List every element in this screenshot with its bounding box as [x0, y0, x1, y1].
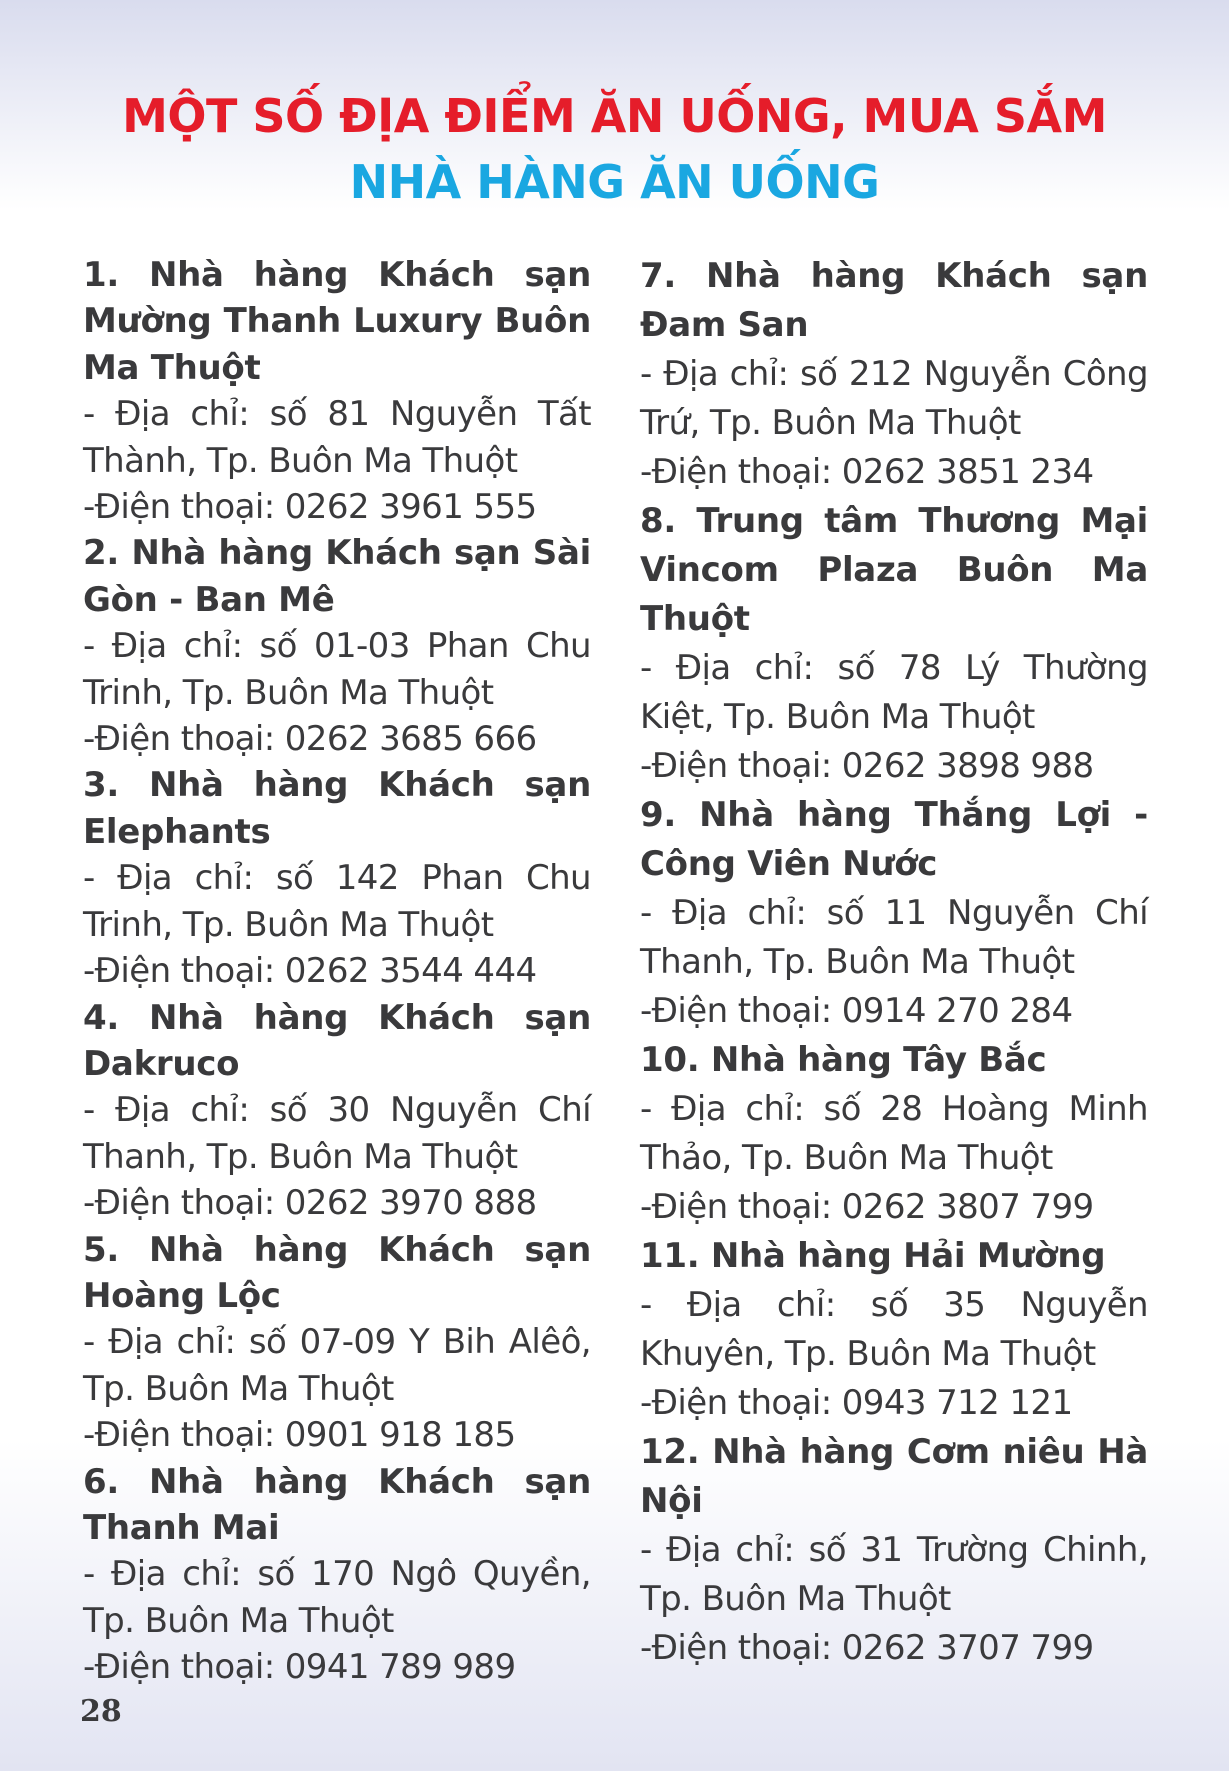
- entry-address: - Địa chỉ: số 170 Ngô Quyền, Tp. Buôn Ma Thuột: [83, 1554, 591, 1641]
- entry-name: 8. Trung tâm Thương Mại Vincom Plaza Buôn Ma Thuột: [640, 501, 1148, 639]
- entry-phone: -Điện thoại: 0262 3544 444: [83, 951, 537, 992]
- page-subtitle: NHÀ HÀNG ĂN UỐNG: [349, 155, 880, 209]
- entry-address: - Địa chỉ: số 35 Nguyễn Khuyên, Tp. Buôn Ma Thuột: [640, 1285, 1148, 1374]
- entry-name: 12. Nhà hàng Cơm niêu Hà Nội: [640, 1432, 1148, 1521]
- list-item: [83, 252, 591, 530]
- entry-phone: -Điện thoại: 0901 918 185: [83, 1415, 516, 1456]
- entry-name: 10. Nhà hàng Tây Bắc: [640, 1040, 1047, 1080]
- list-item: [640, 252, 1148, 497]
- entry-address: - Địa chỉ: số 212 Nguyễn Công Trứ, Tp. Buôn Ma Thuột: [640, 354, 1148, 443]
- entry-address: - Địa chỉ: số 30 Nguyễn Chí Thanh, Tp. Buôn Ma Thuột: [83, 1090, 591, 1177]
- entry-phone: -Điện thoại: 0262 3961 555: [83, 487, 537, 528]
- entry-address: - Địa chỉ: số 81 Nguyễn Tất Thành, Tp. Buôn Ma Thuột: [83, 394, 591, 481]
- entry-name: 7. Nhà hàng Khách sạn Đam San: [640, 256, 1148, 345]
- entry-name: 11. Nhà hàng Hải Mường: [640, 1236, 1106, 1276]
- entry-name: 9. Nhà hàng Thắng Lợi - Công Viên Nước: [640, 795, 1148, 884]
- list-item: [640, 1428, 1148, 1673]
- entry-name: 1. Nhà hàng Khách sạn Mường Thanh Luxury Buôn Ma Thuột: [83, 255, 591, 388]
- entry-name: 2. Nhà hàng Khách sạn Sài Gòn - Ban Mê: [83, 533, 591, 620]
- list-item: [640, 1232, 1148, 1428]
- entry-name: 5. Nhà hàng Khách sạn Hoàng Lộc: [83, 1229, 591, 1316]
- list-item: [83, 995, 591, 1227]
- list-item: [640, 1036, 1148, 1232]
- entry-phone: -Điện thoại: 0941 789 989: [83, 1647, 516, 1688]
- entry-name: 3. Nhà hàng Khách sạn Elephants: [83, 765, 591, 852]
- entry-address: - Địa chỉ: số 07-09 Y Bih Alêô, Tp. Buôn Ma Thuột: [83, 1322, 591, 1409]
- list-item: [640, 497, 1148, 791]
- list-item: [83, 1459, 591, 1691]
- entry-address: - Địa chỉ: số 28 Hoàng Minh Thảo, Tp. Buôn Ma Thuột: [640, 1089, 1148, 1178]
- page-title: MỘT SỐ ĐỊA ĐIỂM ĂN UỐNG, MUA SẮM: [122, 89, 1107, 143]
- entry-address: - Địa chỉ: số 142 Phan Chu Trinh, Tp. Buôn Ma Thuột: [83, 858, 591, 945]
- page-number: 28: [80, 1694, 122, 1729]
- entry-phone: -Điện thoại: 0262 3970 888: [83, 1183, 537, 1224]
- entry-phone: -Điện thoại: 0943 712 121: [640, 1383, 1073, 1423]
- entry-phone: -Điện thoại: 0914 270 284: [640, 991, 1073, 1031]
- list-item: [83, 530, 591, 762]
- entry-phone: -Điện thoại: 0262 3898 988: [640, 746, 1094, 786]
- entry-phone: -Điện thoại: 0262 3851 234: [640, 452, 1094, 492]
- left-column: [83, 252, 591, 1691]
- entry-address: - Địa chỉ: số 11 Nguyễn Chí Thanh, Tp. Buôn Ma Thuột: [640, 893, 1148, 982]
- right-column: [640, 252, 1148, 1673]
- entry-name: 4. Nhà hàng Khách sạn Dakruco: [83, 997, 591, 1084]
- list-item: [640, 791, 1148, 1036]
- entry-name: 6. Nhà hàng Khách sạn Thanh Mai: [83, 1461, 591, 1548]
- entry-address: - Địa chỉ: số 01-03 Phan Chu Trinh, Tp. Buôn Ma Thuột: [83, 626, 591, 713]
- entry-phone: -Điện thoại: 0262 3685 666: [83, 719, 537, 760]
- entry-phone: -Điện thoại: 0262 3807 799: [640, 1187, 1094, 1227]
- entry-address: - Địa chỉ: số 31 Trường Chinh, Tp. Buôn Ma Thuột: [640, 1530, 1148, 1619]
- entry-address: - Địa chỉ: số 78 Lý Thường Kiệt, Tp. Buôn Ma Thuột: [640, 648, 1148, 737]
- entry-phone: -Điện thoại: 0262 3707 799: [640, 1628, 1094, 1668]
- list-item: [83, 1227, 591, 1459]
- list-item: [83, 762, 591, 994]
